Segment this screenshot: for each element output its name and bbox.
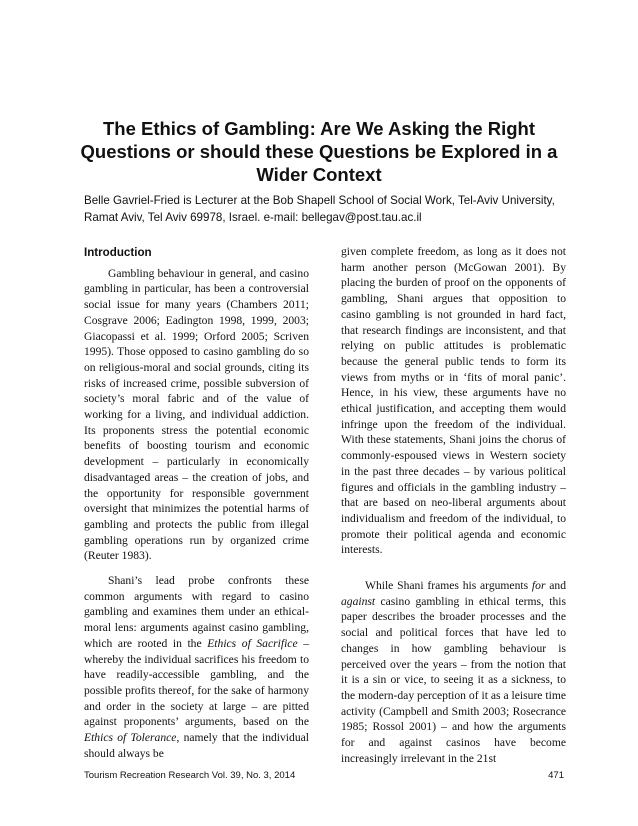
right-p2-italic-against: against <box>341 594 376 608</box>
right-column <box>341 244 566 767</box>
left-column <box>84 245 309 762</box>
left-p2-italic-tolerance: Ethics of Tolerance <box>84 731 177 745</box>
page-number: 471 <box>548 770 564 781</box>
left-p2-italic-sacrifice: Ethics of Sacrifice <box>207 636 298 650</box>
journal-citation: Tourism Recreation Research Vol. 39, No. 3, 2014 <box>84 770 296 781</box>
author-affiliation: Belle Gavriel-Fried is Lecturer at the Bob Shapell School of Social Work, Tel-Aviv University, Ramat Aviv, Tel Aviv 69978, Israel. e-mail: bellegav@post.tau.ac.il <box>84 194 555 224</box>
left-paragraph-2 <box>84 573 309 761</box>
right-paragraph-2 <box>341 578 566 766</box>
article-title: The Ethics of Gambling: Are We Asking the Right Questions or should these Questions be Explored in a Wider Context <box>80 118 558 185</box>
right-paragraph-1: given complete freedom, as long as it does not harm another person (McGowan 2001). By placing the burden of proof on the opponents of gambling, Shani argues that opposition to casino gambling is not grounded in hard fact, that research findings are inconsistent, and that relying on public attitudes is problematic because the general public tends to form its views from myths or in ‘fits of moral panic’. Hence, in his view, these arguments have no ethical justification, and accepting them would infringe upon the freedom of the individual. With these statements, Shani joins the chorus of commonly-espoused views in Western society in the past three decades – by various political figures and officials in the gambling industry – that are based on neo-liberal arguments about individualism and freedom of the individual, to promote their political agenda and economic interests. <box>341 245 566 557</box>
section-heading-introduction: Introduction <box>84 246 152 259</box>
left-p2-text-c: , namely that the individual should always be <box>84 731 309 760</box>
left-p2-text-b: – whereby the individual sacrifices his freedom to have readily-accessible gambling, and the possible profits thereof, for the sake of harmony and order in the society at large – are pitted against proponents’ arguments, based on the <box>84 636 309 729</box>
page-footer <box>84 770 564 781</box>
left-p2-text-a: Shani’s lead probe confronts these common arguments with regard to casino gambling and examines them under an ethical-moral lens: arguments against casino gambling, which are rooted in the <box>84 574 309 650</box>
right-p2-text-b: and <box>545 579 566 593</box>
right-p2-text-a: While Shani frames his arguments <box>365 579 532 593</box>
left-paragraph-1: Gambling behaviour in general, and casino gambling in particular, has been a controversial social issue for many years (Chambers 2011; Cosgrave 2006; Eadington 1998, 1999, 2003; Giacopassi et al. 1999; Orford 2005; Scriven 1995). Those opposed to casino gambling do so on religious-moral and social grounds, citing its risks of increased crime, possible subversion of society’s moral fabric and of the value of working for a living, and individual addiction. Its proponents stress the potential economic benefits of boosting tourism and economic development – particularly in economically disadvantaged areas – the creation of jobs, and the opportunity for responsible government oversight that minimizes the potential harms of gambling and protects the public from illegal gambling operations run by organized crime (Reuter 1983). <box>84 266 309 563</box>
right-p2-italic-for: for <box>531 579 546 593</box>
right-p2-text-c: casino gambling in ethical terms, this paper describes the broader processes and the social and political forces that have led to changes in how gambling behaviour is perceived over the years – from the notion that it is a sin or vice, to seeing it as a sickness, to the modern-day perception of it as a leisure time activity (Campbell and Smith 2003; Rosecrance 1985; Rossol 2001) – and how the arguments for and against casinos have become increasingly irrelevant in the 21st <box>341 594 566 765</box>
